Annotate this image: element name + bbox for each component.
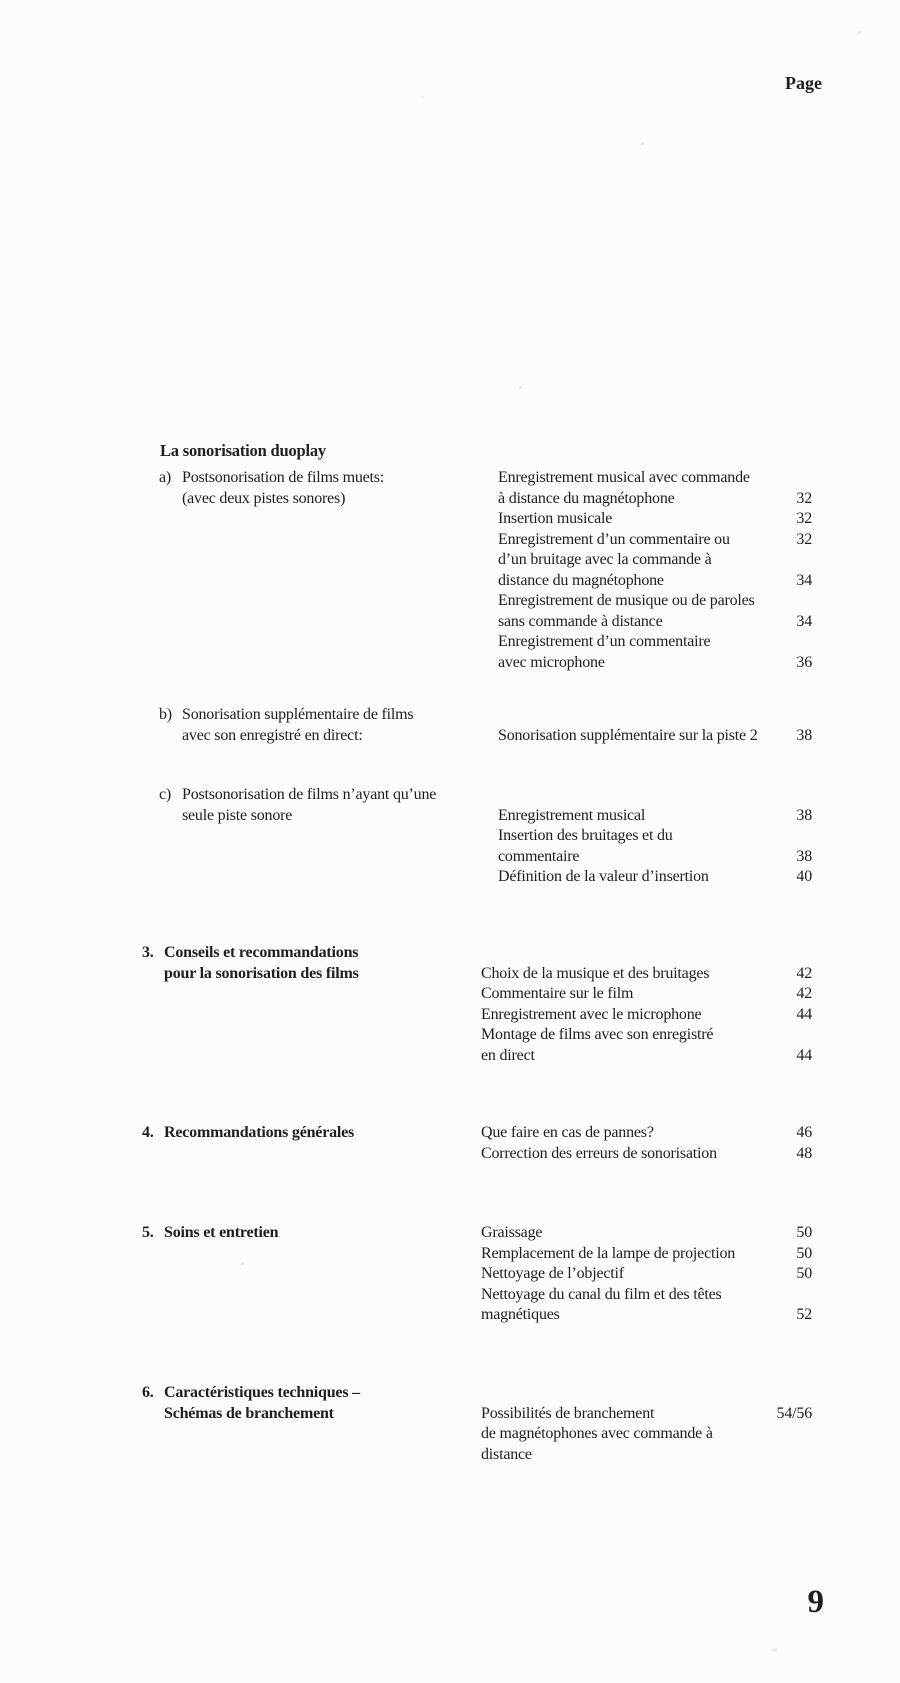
toc-entry <box>481 1025 812 1046</box>
toc-entry-title: en direct <box>481 1046 535 1064</box>
toc-left-lines <box>164 1383 360 1424</box>
toc-entry-title: sans commande à distance <box>498 612 663 630</box>
toc-entry-page: 34 <box>796 571 812 589</box>
toc-marker: b) <box>159 706 172 723</box>
toc-entry <box>481 1285 812 1306</box>
toc-section-4 <box>142 1123 812 1164</box>
toc-entry-page: 38 <box>796 847 812 865</box>
toc-marker: 4. <box>142 1124 154 1141</box>
toc-entry-title: de magnétophones avec commande à <box>481 1425 713 1442</box>
scan-speck <box>858 31 861 34</box>
toc-entry-title: à distance du magnétophone <box>498 489 675 507</box>
toc-entry-page <box>772 1285 812 1306</box>
toc-entry-page <box>772 550 812 571</box>
toc-entry <box>498 653 812 674</box>
toc-entry-page: 32 <box>796 489 812 507</box>
toc-left <box>142 468 498 509</box>
toc-entry-title: Enregistrement avec le microphone <box>481 1005 702 1023</box>
toc-entry-title: Insertion musicale <box>498 510 613 527</box>
toc-left-line: Recommandations générales <box>164 1124 355 1141</box>
toc-entry <box>498 806 812 827</box>
toc-entry-title: d’un bruitage avec la commande à <box>498 551 712 568</box>
toc-entry-page <box>772 591 812 612</box>
toc-entry <box>498 509 812 530</box>
toc-entry-page: 54/56 <box>776 1404 812 1422</box>
toc-right <box>498 468 812 673</box>
toc-entry-title: Possibilités de branchement <box>481 1404 655 1422</box>
toc-entry-page: 50 <box>796 1265 812 1282</box>
toc-entry-title: Nettoyage du canal du film et des têtes <box>481 1285 722 1303</box>
toc-entry <box>498 867 812 888</box>
toc-entry-page: 44 <box>796 1046 812 1064</box>
toc-entry-title: distance du magnétophone <box>498 571 664 589</box>
toc-left-line: pour la sonorisation des films <box>164 964 359 982</box>
scan-speck <box>519 386 522 389</box>
toc-left-lines <box>164 943 359 984</box>
toc-marker: c) <box>159 786 172 803</box>
toc-entry <box>498 530 812 551</box>
toc-entry-title: Correction des erreurs de sonorisation <box>481 1144 717 1162</box>
toc-entry <box>498 826 812 847</box>
toc-entry-page <box>772 1445 812 1466</box>
toc-left-lines <box>164 1223 278 1244</box>
toc-entry <box>498 571 812 592</box>
toc-entry <box>498 550 812 571</box>
toc-entry-page <box>772 1025 812 1046</box>
toc-left <box>142 1123 481 1144</box>
toc-entry <box>498 847 812 868</box>
toc-section-3 <box>142 943 812 1066</box>
toc-left-line: avec son enregistré en direct: <box>182 726 363 744</box>
toc-entry-page: 50 <box>796 1224 812 1241</box>
toc-left-line: Soins et entretien <box>164 1224 279 1241</box>
toc-left <box>142 785 498 826</box>
toc-entry-page <box>772 826 812 847</box>
toc-marker: a) <box>159 469 172 486</box>
toc-entry <box>498 612 812 633</box>
toc-entry-title: Que faire en cas de pannes? <box>481 1124 654 1141</box>
toc-entry-page: 32 <box>796 530 812 548</box>
toc-left <box>142 1223 481 1244</box>
toc-left-lines <box>182 468 384 509</box>
toc-entry-title: Enregistrement d’un commentaire <box>498 633 711 650</box>
toc-entry-title: Définition de la valeur d’insertion <box>498 868 709 885</box>
toc-entry-title: Montage de films avec son enregistré <box>481 1026 714 1043</box>
toc-right <box>498 705 812 746</box>
toc-left-lines <box>182 705 413 746</box>
toc-entry-page: 48 <box>796 1144 812 1162</box>
toc-left-line: Caractéristiques techniques – <box>164 1384 360 1401</box>
toc-left <box>142 1383 481 1424</box>
toc-left-line: seule piste sonore <box>182 806 293 824</box>
toc-left-line: Schémas de branchement <box>164 1404 334 1422</box>
toc-right <box>481 943 812 1066</box>
toc-entry-title: Sonorisation supplémentaire sur la piste 2 <box>498 726 758 744</box>
toc-entry <box>481 1046 812 1067</box>
toc-entry-page: 38 <box>796 806 812 824</box>
toc-entry-page: 42 <box>796 985 812 1002</box>
toc-entry-page: 52 <box>796 1306 812 1323</box>
toc-entry-title: Remplacement de la lampe de projection <box>481 1244 736 1262</box>
toc-entry-title: Choix de la musique et des bruitages <box>481 964 710 982</box>
toc-section-c <box>142 785 812 888</box>
toc-entry <box>481 1123 812 1144</box>
toc-entry <box>498 726 812 747</box>
toc-right <box>481 1223 812 1326</box>
toc-entry <box>481 1264 812 1285</box>
toc-entry <box>481 1445 812 1466</box>
toc-entry-page: 40 <box>796 868 812 885</box>
toc-right <box>498 785 812 888</box>
scan-speck <box>421 96 424 99</box>
toc-entry <box>498 591 812 612</box>
toc-entry-title: magnétiques <box>481 1306 560 1323</box>
toc-entry-title: Commentaire sur le film <box>481 985 634 1002</box>
page-number: 9 <box>807 1584 824 1620</box>
toc-left-lines <box>164 1123 354 1144</box>
toc-left <box>142 943 481 984</box>
toc-right <box>481 1383 812 1465</box>
toc-entry <box>481 964 812 985</box>
toc-section-5 <box>142 1223 812 1326</box>
toc-left-line: (avec deux pistes sonores) <box>182 489 346 507</box>
toc-entry-page: 38 <box>796 726 812 744</box>
toc-entry-page: 44 <box>796 1005 812 1023</box>
toc-entry-page <box>772 468 812 489</box>
toc-entry-title: Enregistrement de musique ou de paroles <box>498 592 755 609</box>
toc-entry <box>481 1223 812 1244</box>
toc-entry-page: 46 <box>796 1124 812 1141</box>
toc-entry-title: avec microphone <box>498 653 605 671</box>
toc-group-heading: La sonorisation duoplay <box>160 441 326 460</box>
toc-section-6 <box>142 1383 812 1465</box>
toc-entry-page <box>772 1424 812 1445</box>
toc-entry-title: Enregistrement d’un commentaire ou <box>498 530 730 548</box>
scan-speck <box>641 142 644 145</box>
toc-entry-title: Insertion des bruitages et du <box>498 827 673 844</box>
toc-left-line: Postsonorisation de films n’ayant qu’une <box>182 786 437 803</box>
toc-entry <box>498 489 812 510</box>
toc-entry-page: 36 <box>796 653 812 671</box>
toc-entry-title: Graissage <box>481 1224 543 1241</box>
toc-entry <box>498 632 812 653</box>
page-column-header: Page <box>785 73 822 93</box>
toc-marker: 5. <box>142 1224 154 1241</box>
toc-entry-title: Enregistrement musical avec commande <box>498 469 750 486</box>
toc-left-line: Conseils et recommandations <box>164 944 359 961</box>
toc-entry-title: Enregistrement musical <box>498 806 646 824</box>
toc-entry-page: 42 <box>796 964 812 982</box>
toc-entry <box>481 984 812 1005</box>
toc-entry-page: 34 <box>796 612 812 630</box>
toc-entry <box>481 1244 812 1265</box>
toc-entry-page <box>772 632 812 653</box>
toc-left <box>142 705 498 746</box>
toc-entry-page: 32 <box>796 510 812 527</box>
toc-entry-title: commentaire <box>498 847 580 865</box>
toc-right <box>481 1123 812 1164</box>
toc-entry-page: 50 <box>796 1244 812 1262</box>
toc-left-lines <box>182 785 436 826</box>
toc-entry <box>481 1144 812 1165</box>
toc-entry <box>481 1424 812 1445</box>
toc-section-b <box>142 705 812 746</box>
toc-marker: 3. <box>142 944 154 961</box>
toc-entry <box>481 1404 812 1425</box>
toc-section-a <box>142 468 812 673</box>
toc-left-line: Sonorisation supplémentaire de films <box>182 706 414 723</box>
toc-entry <box>481 1305 812 1326</box>
toc-entry <box>481 1005 812 1026</box>
toc-entry-title: distance <box>481 1445 532 1463</box>
toc-left-line: Postsonorisation de films muets: <box>182 469 385 486</box>
toc-entry-title: Nettoyage de l’objectif <box>481 1265 624 1282</box>
scan-speck <box>241 1262 244 1265</box>
toc-marker: 6. <box>142 1384 154 1401</box>
toc-entry <box>498 468 812 489</box>
scan-speck <box>772 1648 777 1652</box>
